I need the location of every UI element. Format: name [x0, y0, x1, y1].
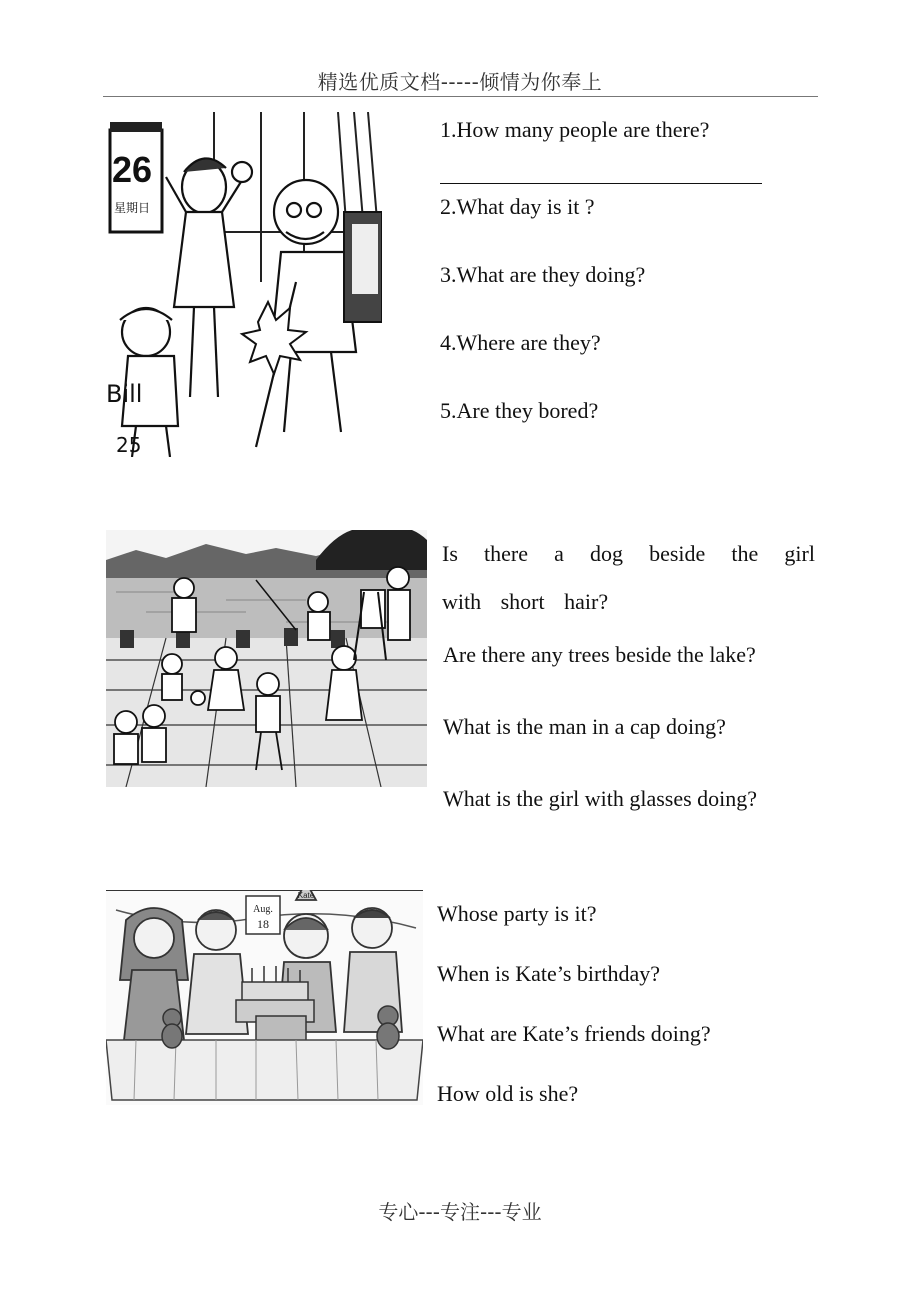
header-divider	[103, 96, 818, 97]
party-calendar-month: Aug.	[253, 904, 273, 915]
page-footer: 专心---专注---专业	[378, 1200, 542, 1224]
calendar-weekday: 星期日	[113, 201, 151, 215]
question-2-2: Are there any trees beside the lake?	[443, 642, 756, 667]
park-lake-illustration	[106, 530, 427, 787]
boy-label-bill: Bill	[106, 380, 143, 408]
question-1-5: 5.Are they bored?	[440, 398, 599, 423]
question-2-4: What is the girl with glasses doing?	[443, 786, 758, 811]
question-1-1: 1.How many people are there?	[440, 117, 710, 142]
question-3-1: Whose party is it?	[437, 901, 597, 926]
question-3-4: How old is she?	[437, 1081, 579, 1106]
question-3-2: When is Kate’s birthday?	[437, 961, 660, 986]
question-2-1-wrapper	[442, 530, 815, 626]
birthday-party-illustration	[106, 890, 423, 1105]
corner-number: 25	[116, 433, 142, 457]
question-2-3: What is the man in a cap doing?	[443, 714, 726, 739]
calendar-day: 26	[111, 149, 153, 190]
party-hat-label: Kate	[297, 891, 315, 900]
page-header: 精选优质文档-----倾情为你奉上	[317, 70, 603, 94]
question-1-4: 4.Where are they?	[440, 330, 601, 355]
question-3-3: What are Kate’s friends doing?	[437, 1021, 711, 1046]
answer-line[interactable]	[440, 183, 762, 184]
question-2-1: Is there a dog beside the girl with short hair?	[442, 541, 815, 614]
question-1-3: 3.What are they doing?	[440, 262, 646, 287]
family-cleaning-illustration	[106, 112, 382, 457]
party-calendar-day: 18	[257, 917, 269, 931]
question-1-2: 2.What day is it ?	[440, 194, 595, 219]
